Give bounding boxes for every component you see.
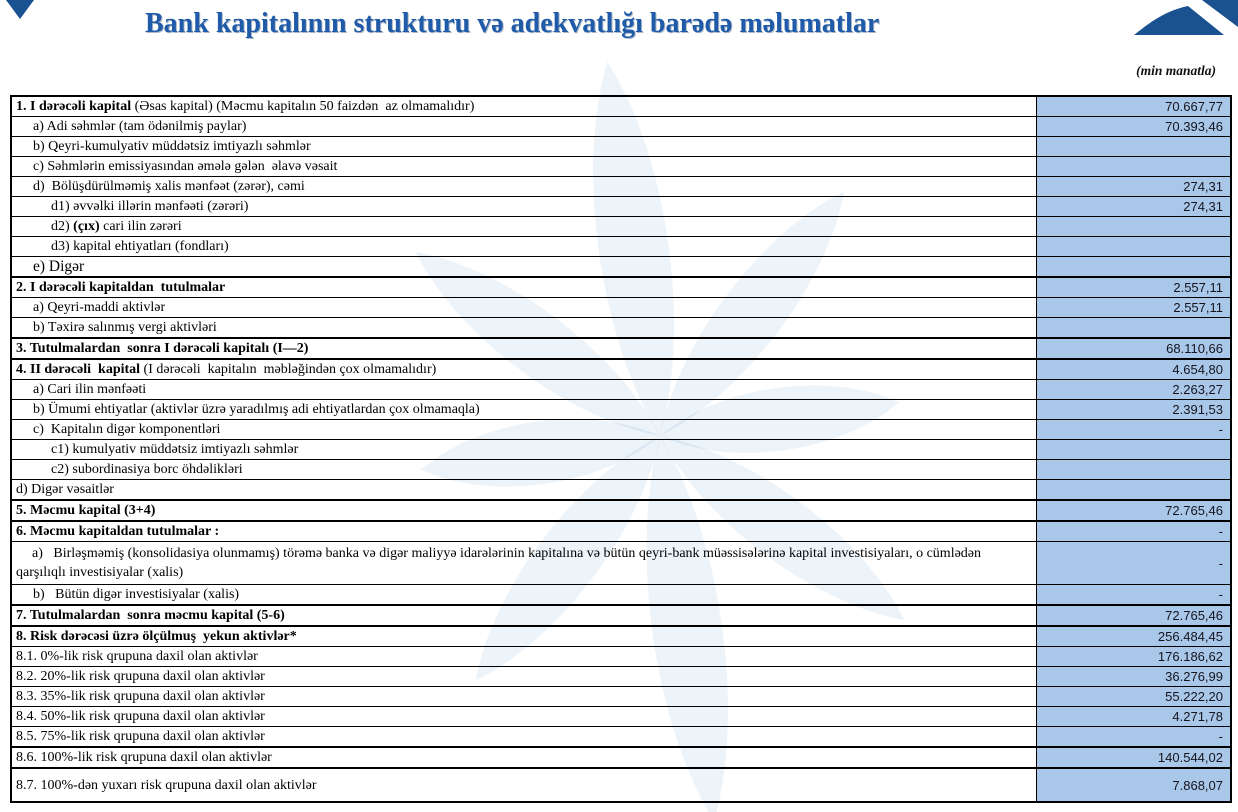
label-text: b) Ümumi ehtiyatlar (aktivlər üzrə yaradılmış adi ehtiyatlardan çox olmamaqla) — [33, 402, 480, 417]
capital-structure-table — [10, 95, 1232, 803]
row-value: 7.868,07 — [1037, 768, 1232, 802]
row-value — [1037, 480, 1232, 501]
row-label — [11, 400, 1037, 420]
row-value: 55.222,20 — [1037, 687, 1232, 707]
label-text: d) Bölüşdürülməmiş xalis mənfəət (zərər), cəmi — [33, 179, 305, 194]
row-value: 70.393,46 — [1037, 117, 1232, 137]
row-value: 2.391,53 — [1037, 400, 1232, 420]
row-label — [11, 647, 1037, 667]
unit-note: (min manatla) — [1136, 63, 1216, 78]
table-row — [11, 380, 1231, 400]
row-value: 68.110,66 — [1037, 338, 1232, 359]
row-value: - — [1037, 542, 1232, 585]
label-text: c2) subordinasiya borc öhdəlikləri — [51, 462, 243, 477]
capital-table-body — [11, 96, 1231, 802]
label-text: c1) kumulyativ müddətsiz imtiyazlı səhmlər — [51, 442, 299, 457]
table-row — [11, 400, 1231, 420]
row-label — [11, 137, 1037, 157]
table-row — [11, 117, 1231, 137]
label-text: c) Kapitalın digər komponentləri — [33, 422, 221, 437]
row-label — [11, 318, 1037, 339]
label-text: c) Səhmlərin emissiyasından əmələ gələn əlavə vəsait — [33, 159, 338, 174]
row-label — [11, 605, 1037, 626]
row-value: - — [1037, 521, 1232, 542]
row-value: - — [1037, 727, 1232, 748]
row-value — [1037, 217, 1232, 237]
row-label — [11, 667, 1037, 687]
label-text: 5. Məcmu kapital (3+4) — [16, 503, 156, 518]
row-label — [11, 420, 1037, 440]
label-text: 8. Risk dərəcəsi üzrə ölçülmuş yekun aktivlər* — [16, 629, 297, 644]
table-row — [11, 542, 1231, 585]
row-value: - — [1037, 585, 1232, 606]
row-label — [11, 542, 1037, 585]
label-text: 4. II dərəcəli kapital — [16, 362, 144, 377]
row-value: 2.557,11 — [1037, 298, 1232, 318]
row-label — [11, 707, 1037, 727]
table-row — [11, 521, 1231, 542]
row-value — [1037, 237, 1232, 257]
row-label — [11, 338, 1037, 359]
row-value: - — [1037, 420, 1232, 440]
row-value: 274,31 — [1037, 197, 1232, 217]
row-value — [1037, 157, 1232, 177]
row-label — [11, 460, 1037, 480]
row-label — [11, 257, 1037, 278]
row-label — [11, 521, 1037, 542]
table-row — [11, 605, 1231, 626]
row-label — [11, 197, 1037, 217]
table-row — [11, 359, 1231, 380]
table-row — [11, 480, 1231, 501]
corner-triangle-icon — [0, 0, 42, 24]
row-label — [11, 480, 1037, 501]
row-label — [11, 359, 1037, 380]
row-label — [11, 277, 1037, 298]
label-text: e) Digər — [33, 258, 85, 275]
row-value: 256.484,45 — [1037, 626, 1232, 647]
label-text: 6. Məcmu kapitaldan tutulmalar : — [16, 524, 220, 539]
row-value: 2.557,11 — [1037, 277, 1232, 298]
label-text: 8.1. 0%-lik risk qrupuna daxil olan aktivlər — [16, 649, 258, 664]
table-row — [11, 177, 1231, 197]
table-row — [11, 500, 1231, 521]
table-row — [11, 277, 1231, 298]
label-text: (çıx) — [73, 219, 100, 234]
row-label — [11, 768, 1037, 802]
label-text: a) Cari ilin mənfəəti — [33, 382, 147, 397]
row-value: 72.765,46 — [1037, 605, 1232, 626]
row-value — [1037, 257, 1232, 278]
label-text: a) Birləşməmiş (konsolidasiya olunmamış) törəmə banka və digər maliyyə idarələrinin kapitalına və bütün qeyri-bank müəssisələrinə kapital investisiyaları, o cümlədən qarşılıqlı investisiyalar (xalis) — [16, 546, 985, 580]
row-label — [11, 626, 1037, 647]
table-row — [11, 197, 1231, 217]
row-value: 4.654,80 — [1037, 359, 1232, 380]
table-row — [11, 626, 1231, 647]
row-label — [11, 96, 1037, 117]
row-label — [11, 727, 1037, 748]
label-text: a) Adi səhmlər (tam ödənilmiş paylar) — [33, 119, 247, 134]
table-row — [11, 667, 1231, 687]
label-text: a) Qeyri-maddi aktivlər — [33, 300, 166, 315]
label-text: cari ilin zərəri — [99, 219, 182, 234]
table-row — [11, 727, 1231, 748]
row-value: 70.667,77 — [1037, 96, 1232, 117]
row-value: 274,31 — [1037, 177, 1232, 197]
row-label — [11, 237, 1037, 257]
row-label — [11, 298, 1037, 318]
table-row — [11, 687, 1231, 707]
table-row — [11, 440, 1231, 460]
table-row — [11, 237, 1231, 257]
label-text: 8.7. 100%-dən yuxarı risk qrupuna daxil olan aktivlər — [16, 777, 317, 793]
row-value — [1037, 137, 1232, 157]
table-row — [11, 298, 1231, 318]
label-text: b) Təxirə salınmış vergi aktivləri — [33, 320, 217, 335]
row-label — [11, 440, 1037, 460]
table-row — [11, 707, 1231, 727]
label-text: 8.3. 35%-lik risk qrupuna daxil olan aktivlər — [16, 689, 265, 704]
row-label — [11, 117, 1037, 137]
row-label — [11, 585, 1037, 606]
label-text: (I dərəcəli kapitalın məbləğindən çox olmamalıdır) — [143, 362, 437, 377]
row-label — [11, 380, 1037, 400]
table-row — [11, 420, 1231, 440]
row-value: 140.544,02 — [1037, 747, 1232, 768]
row-label — [11, 217, 1037, 237]
label-text: 3. Tutulmalardan sonra I dərəcəli kapitalı (I—2) — [16, 341, 309, 356]
table-row — [11, 137, 1231, 157]
row-label — [11, 157, 1037, 177]
row-value — [1037, 460, 1232, 480]
label-text: 8.5. 75%-lik risk qrupuna daxil olan aktivlər — [16, 729, 265, 744]
table-row — [11, 257, 1231, 278]
row-value: 72.765,46 — [1037, 500, 1232, 521]
table-row — [11, 318, 1231, 339]
label-text: d2) — [51, 219, 74, 234]
label-text: d) Digər vəsaitlər — [16, 482, 114, 497]
row-value: 2.263,27 — [1037, 380, 1232, 400]
table-row — [11, 157, 1231, 177]
row-label — [11, 500, 1037, 521]
label-text: 8.6. 100%-lik risk qrupuna daxil olan aktivlər — [16, 750, 272, 765]
label-text: d3) kapital ehtiyatları (fondları) — [51, 239, 229, 254]
row-value: 36.276,99 — [1037, 667, 1232, 687]
page-title: Bank kapitalının strukturu və adekvatlığı barədə məlumatlar — [145, 8, 880, 39]
label-text: (Əsas kapital) (Məcmu kapitalın 50 faizdən az olmamalıdır) — [131, 99, 475, 114]
label-text: 1. I dərəcəli kapital — [16, 99, 132, 114]
table-row — [11, 768, 1231, 802]
label-text: b) Qeyri-kumulyativ müddətsiz imtiyazlı səhmlər — [33, 139, 311, 154]
row-label — [11, 177, 1037, 197]
label-text: 8.2. 20%-lik risk qrupuna daxil olan aktivlər — [16, 669, 265, 684]
row-value — [1037, 440, 1232, 460]
bank-logo-mountain-icon — [1128, 0, 1238, 44]
row-value: 176.186,62 — [1037, 647, 1232, 667]
label-text: 7. Tutulmalardan sonra məcmu kapital (5-6) — [16, 608, 285, 623]
table-row — [11, 585, 1231, 606]
row-label — [11, 747, 1037, 768]
table-row — [11, 217, 1231, 237]
label-text: 8.4. 50%-lik risk qrupuna daxil olan aktivlər — [16, 709, 265, 724]
row-label — [11, 687, 1037, 707]
table-row — [11, 647, 1231, 667]
label-text: b) Bütün digər investisiyalar (xalis) — [33, 587, 240, 602]
table-row — [11, 747, 1231, 768]
table-row — [11, 338, 1231, 359]
table-row — [11, 96, 1231, 117]
table-row — [11, 460, 1231, 480]
label-text: d1) əvvəlki illərin mənfəəti (zərəri) — [51, 199, 249, 214]
row-value: 4.271,78 — [1037, 707, 1232, 727]
label-text: 2. I dərəcəli kapitaldan tutulmalar — [16, 280, 226, 295]
row-value — [1037, 318, 1232, 339]
